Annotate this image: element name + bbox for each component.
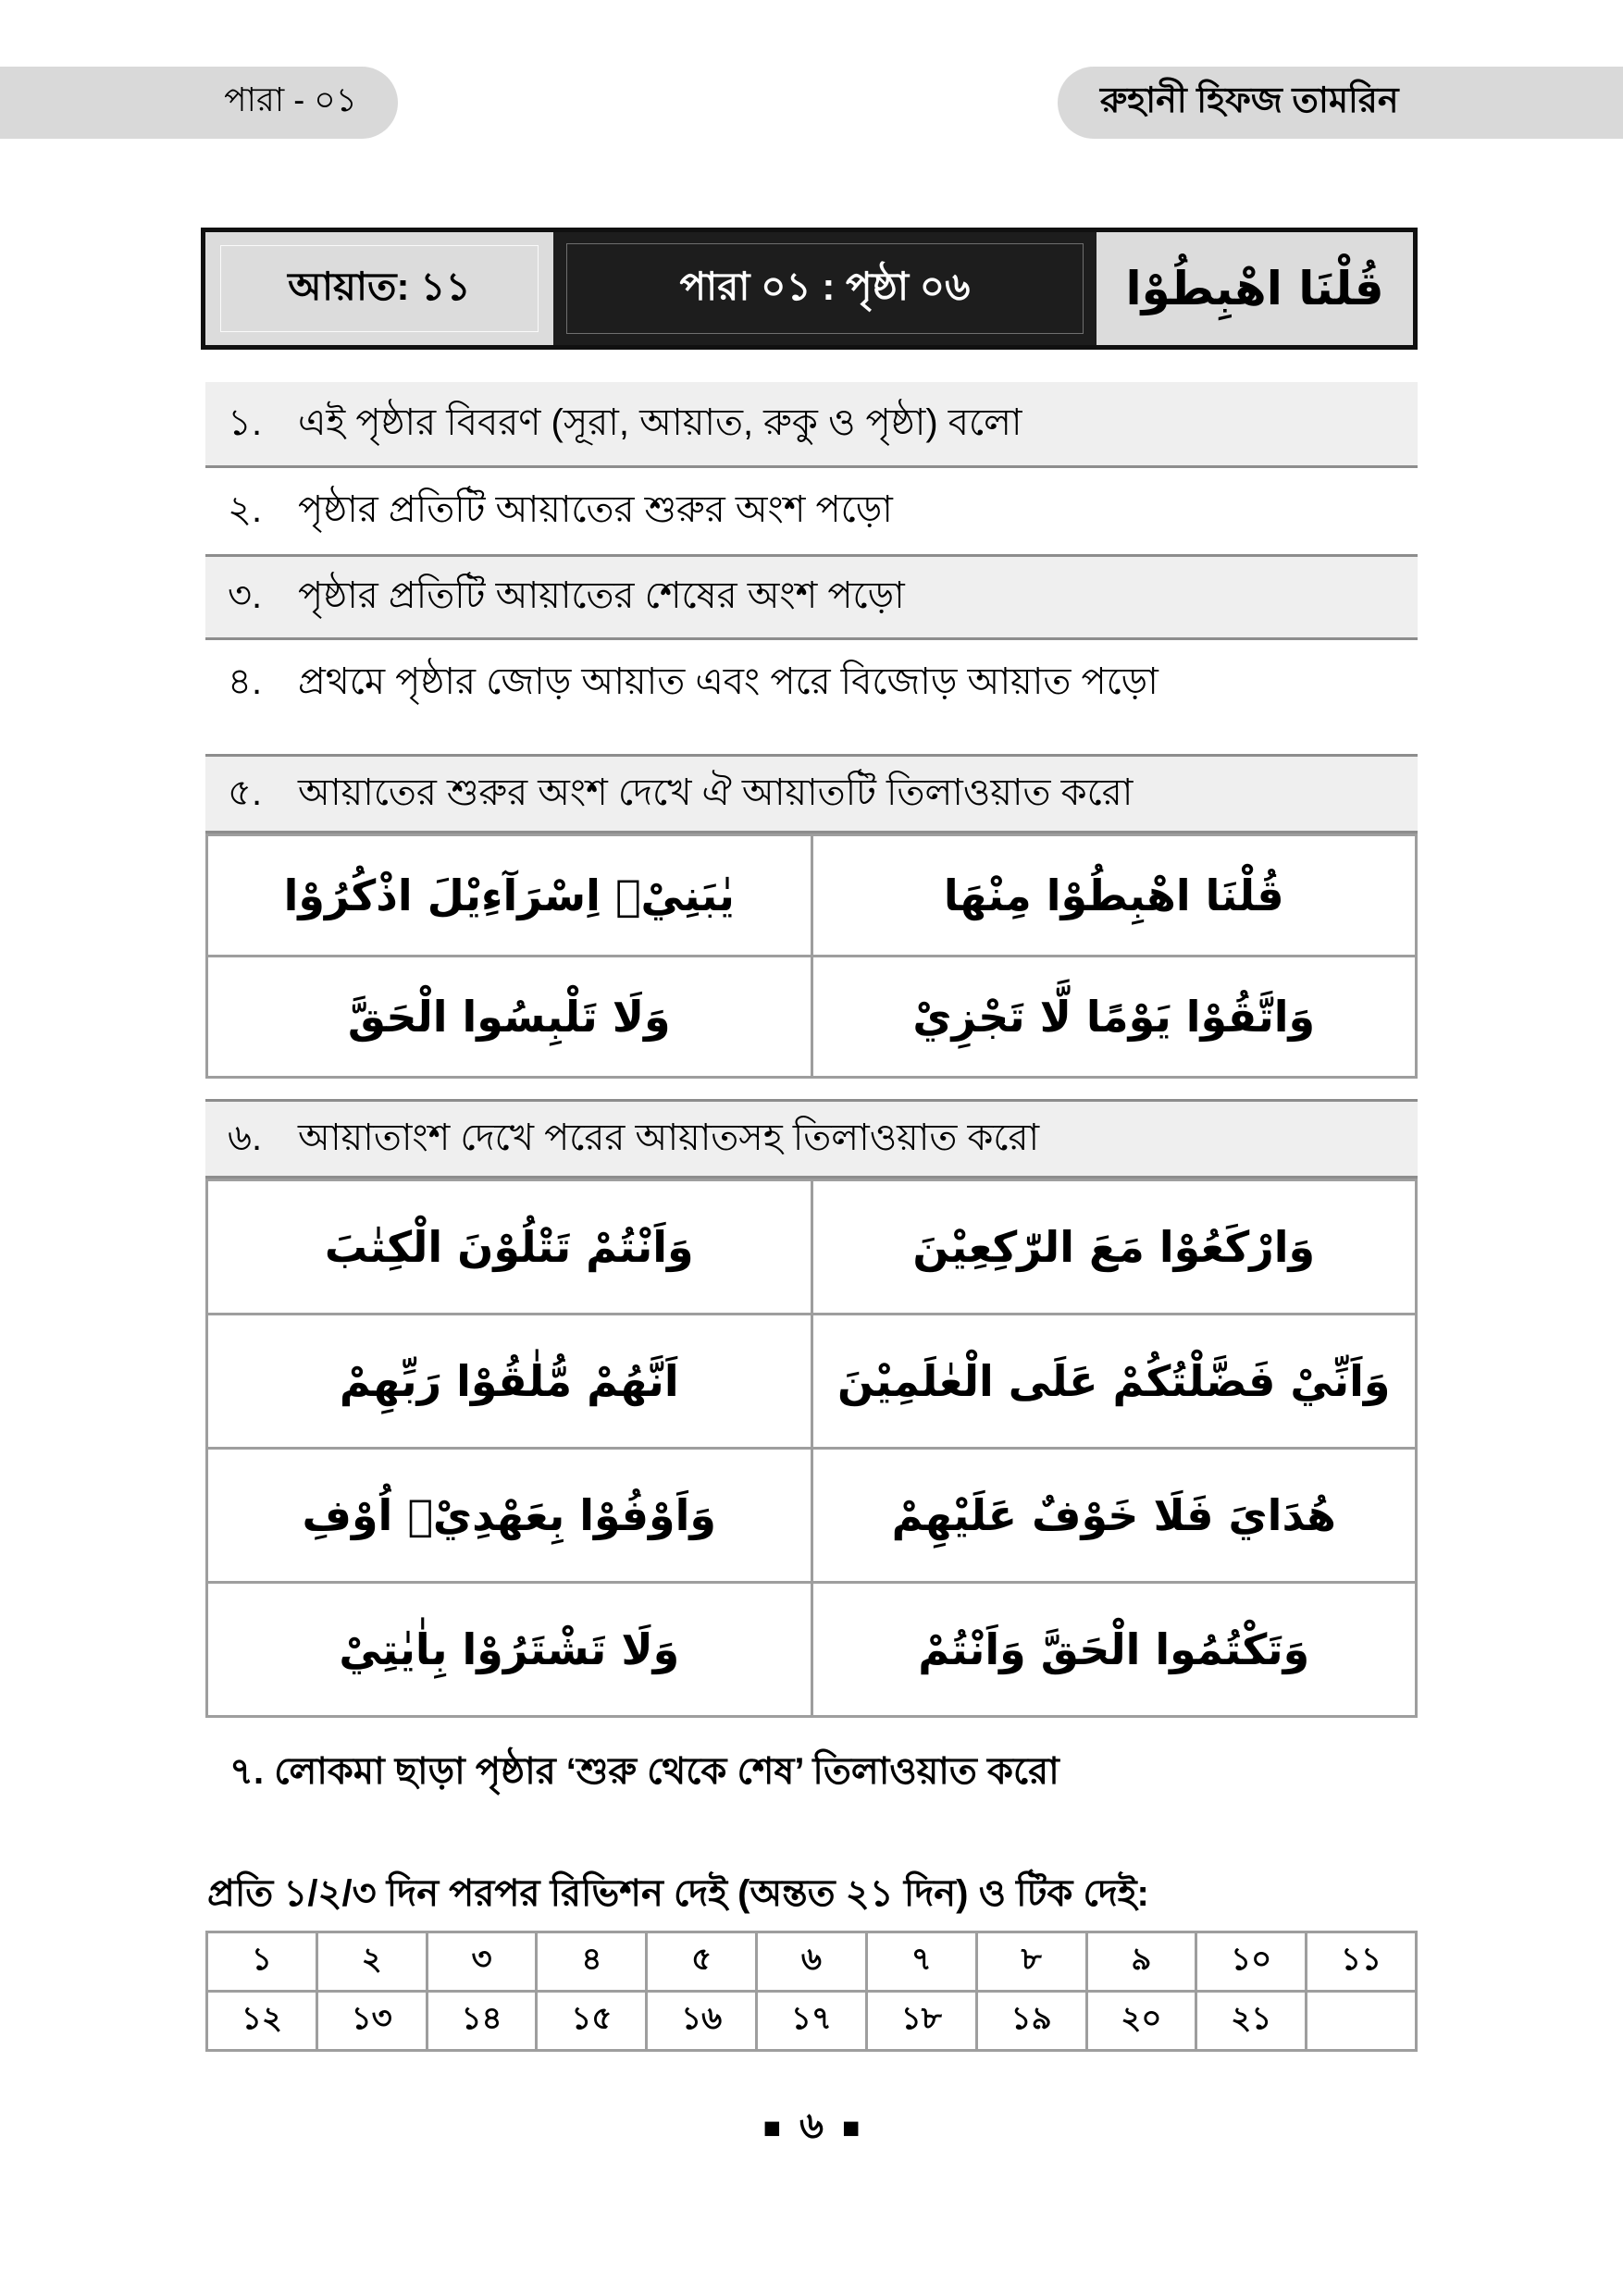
instruction-number: ৩. xyxy=(228,575,263,616)
instruction-row-2 xyxy=(205,468,1418,554)
table-row xyxy=(207,957,1417,1078)
day-cell: ৪ xyxy=(537,1932,647,1992)
instruction-text: আয়াতের শুরুর অংশ দেখে ঐ আয়াতটি তিলাওয়াত করো xyxy=(298,772,1134,813)
para-badge-label: পারা - ০১ xyxy=(224,80,357,118)
day-cell: ৬ xyxy=(757,1932,867,1992)
revision-tick-table xyxy=(205,1931,1418,2052)
arabic-cue-text: قُلْنَا اهْبِطُوْا xyxy=(1125,262,1384,315)
ayat-cell: وَاَوْفُوْا بِعَهْدِيْۤ اُوْفِ xyxy=(207,1449,812,1583)
ayat-continue-table xyxy=(205,1179,1418,1718)
square-marker-icon: ■ xyxy=(842,2110,861,2144)
day-cell: ১৬ xyxy=(647,1992,757,2051)
day-cell: ১৫ xyxy=(537,1992,647,2051)
day-cell: ২১ xyxy=(1196,1992,1307,2051)
day-cell xyxy=(1307,1992,1417,2051)
table-row xyxy=(207,1180,1417,1315)
instruction-number: ১. xyxy=(228,401,263,443)
instruction-text: পৃষ্ঠার প্রতিটি আয়াতের শেষের অংশ পড়ো xyxy=(298,575,905,616)
day-cell: ২ xyxy=(316,1932,427,1992)
day-cell: ৩ xyxy=(427,1932,537,1992)
square-marker-icon: ■ xyxy=(762,2110,781,2144)
page-number: ৬ xyxy=(799,2105,824,2146)
ayat-cell: وَاتَّقُوْا يَوْمًا لَّا تَجْزِيْ xyxy=(812,957,1417,1078)
day-cell: ১৩ xyxy=(316,1992,427,2051)
table-row xyxy=(207,1932,1417,1992)
instruction-text: আয়াতাংশ দেখে পরের আয়াতসহ তিলাওয়াত করো xyxy=(298,1117,1040,1158)
ayat-start-table xyxy=(205,833,1418,1079)
table-row xyxy=(207,1583,1417,1717)
day-cell: ১ xyxy=(207,1932,317,1992)
ayat-cell: هُدَايَ فَلَا خَوْفٌ عَلَيْهِمْ xyxy=(812,1449,1417,1583)
day-cell: ১০ xyxy=(1196,1932,1307,1992)
instruction-text: প্রথমে পৃষ্ঠার জোড় আয়াত এবং পরে বিজোড় আয়াত পড়ো xyxy=(298,661,1158,702)
para-badge xyxy=(0,67,398,139)
instruction-row-3 xyxy=(205,554,1418,640)
instruction-number: ৫. xyxy=(228,772,263,813)
table-row xyxy=(207,835,1417,957)
arabic-cue-cell xyxy=(1096,232,1413,345)
ayat-cell: اَنَّهُمْ مُّلٰقُوْا رَبِّهِمْ xyxy=(207,1315,812,1449)
instruction-number: ৬. xyxy=(228,1117,263,1158)
ayat-cell: يٰبَنِيْۤ اِسْرَآءِيْلَ اذْكُرُوْا xyxy=(207,835,812,957)
ayat-count-cell xyxy=(205,232,553,345)
revision-instruction: প্রতি ১/২/৩ দিন পরপর রিভিশন দেই (অন্তত ২১ দিন) ও টিক দেই: xyxy=(207,1873,1149,1914)
instruction-text: পৃষ্ঠার প্রতিটি আয়াতের শুরুর অংশ পড়ো xyxy=(298,489,893,530)
para-page-cell xyxy=(553,232,1096,345)
instruction-row-1 xyxy=(205,382,1418,468)
day-cell: ৮ xyxy=(976,1932,1086,1992)
instruction-list xyxy=(205,382,1418,2052)
ayat-cell: وَتَكْتُمُوا الْحَقَّ وَاَنْتُمْ xyxy=(812,1583,1417,1717)
day-cell: ১৮ xyxy=(866,1992,976,2051)
book-title-badge xyxy=(1058,67,1623,139)
table-row xyxy=(207,1992,1417,2051)
instruction-number: ৪. xyxy=(228,661,263,702)
para-page-label: পারা ০১ : পৃষ্ঠা ০৬ xyxy=(679,264,971,308)
day-cell: ১৪ xyxy=(427,1992,537,2051)
day-cell: ৯ xyxy=(1086,1932,1196,1992)
page-footer xyxy=(0,2096,1623,2158)
instruction-7-text: ৭. লোকমা ছাড়া পৃষ্ঠার ‘শুরু থেকে শেষ’ তিলাওয়াত করো xyxy=(229,1751,1059,1792)
ayat-cell: قُلْنَا اهْبِطُوْا مِنْهَا xyxy=(812,835,1417,957)
day-cell: ৭ xyxy=(866,1932,976,1992)
day-cell: ১৭ xyxy=(757,1992,867,2051)
spacer xyxy=(205,1079,1418,1099)
day-cell: ৫ xyxy=(647,1932,757,1992)
spacer xyxy=(205,726,1418,754)
day-cell: ২০ xyxy=(1086,1992,1196,2051)
instruction-text: এই পৃষ্ঠার বিবরণ (সূরা, আয়াত, রুকু ও পৃষ্ঠা) বলো xyxy=(298,401,1022,443)
page-title-bar xyxy=(201,228,1418,350)
ayat-cell: وَاَنْتُمْ تَتْلُوْنَ الْكِتٰبَ xyxy=(207,1180,812,1315)
instruction-number: ২. xyxy=(228,489,263,530)
instruction-row-5 xyxy=(205,754,1418,833)
ayat-cell: وَلَا تَلْبِسُوا الْحَقَّ xyxy=(207,957,812,1078)
ayat-count-label: আয়াত: ১১ xyxy=(288,264,471,308)
book-title-label: রুহানী হিফজ তামরিন xyxy=(1100,81,1399,120)
instruction-row-4 xyxy=(205,640,1418,726)
day-cell: ১৯ xyxy=(976,1992,1086,2051)
table-row xyxy=(207,1449,1417,1583)
table-row xyxy=(207,1315,1417,1449)
day-cell: ১১ xyxy=(1307,1932,1417,1992)
ayat-cell: وَلَا تَشْتَرُوْا بِاٰيٰتِيْ xyxy=(207,1583,812,1717)
instruction-row-6 xyxy=(205,1099,1418,1179)
day-cell: ১২ xyxy=(207,1992,317,2051)
ayat-cell: وَاَنِّيْ فَضَّلْتُكُمْ عَلَى الْعٰلَمِيْنَ xyxy=(812,1315,1417,1449)
ayat-cell: وَارْكَعُوْا مَعَ الرّٰكِعِيْنَ xyxy=(812,1180,1417,1315)
